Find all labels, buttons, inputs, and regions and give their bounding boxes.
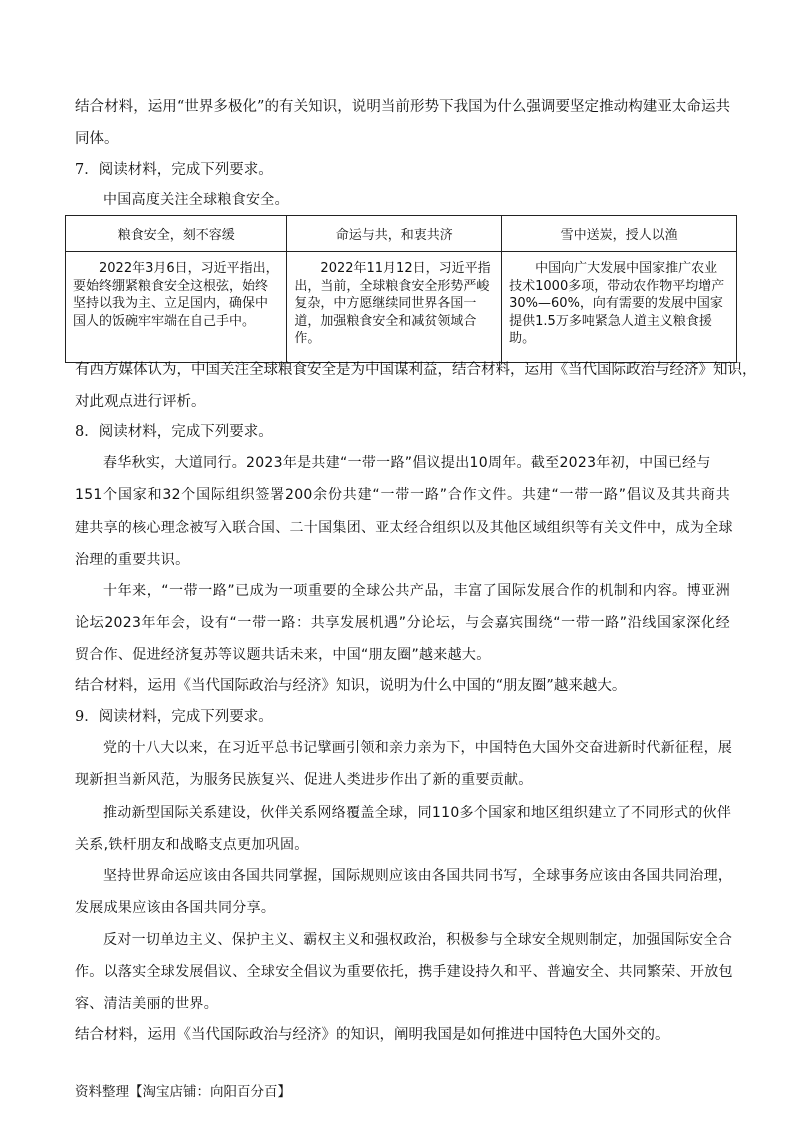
q7-question-line: 对此观点进行评析。 xyxy=(75,394,206,410)
q9-question: 结合材料，运用《当代国际政治与经济》的知识，阐明我国是如何推进中国特色大国外交的。 xyxy=(75,1027,670,1043)
food-security-table xyxy=(65,215,737,363)
q7-intro: 中国高度关注全球粮食安全。 xyxy=(103,192,289,208)
q9-paragraph-line: 作。以落实全球发展倡议、全球安全倡议为重要依托，携手建设持久和平、普遍安全、共同繁荣、开放包 xyxy=(75,964,733,980)
q8-title: 8．阅读材料，完成下列要求。 xyxy=(75,424,273,440)
q8-paragraph-line: 建共享的核心理念被写入联合国、二十国集团、亚太经合组织以及其他区域组织等有关文件中，成为全球 xyxy=(75,520,733,536)
q8-paragraph-line: 贸合作、促进经济复苏等议题共话未来，中国“朋友圈”越来越大。 xyxy=(75,647,491,663)
q6-question-line: 同体。 xyxy=(75,131,119,147)
q9-paragraph-line: 反对一切单边主义、保护主义、霸权主义和强权政治，积极参与全球安全规则制定，加强国际安全合 xyxy=(103,932,733,948)
q7-title: 7．阅读材料，完成下列要求。 xyxy=(75,162,273,178)
q8-paragraph-line: 十年来，“一带一路”已成为一项重要的全球公共产品，丰富了国际发展合作的机制和内容。博亚洲 xyxy=(103,583,730,599)
table-cell: 中国向广大发展中国家推广农业技术1000多项，带动农作物平均增产30%—60%，向有需要的发展中国家提供1.5万多吨紧急人道主义粮食援助。 xyxy=(502,252,737,363)
q9-title: 9．阅读材料，完成下列要求。 xyxy=(75,709,273,725)
q9-paragraph-line: 党的十八大以来，在习近平总书记擘画引领和亲力亲为下，中国特色大国外交奋进新时代新征程，展 xyxy=(103,740,733,756)
q9-paragraph-line: 发展成果应该由各国共同分享。 xyxy=(75,900,276,916)
table-header-cell: 雪中送炭，授人以渔 xyxy=(502,216,737,252)
q8-paragraph-line: 治理的重要共识。 xyxy=(75,552,190,568)
q9-paragraph-line: 坚持世界命运应该由各国共同掌握，国际规则应该由各国共同书写，全球事务应该由各国共同治理， xyxy=(103,868,733,884)
table-cell: 2022年3月6日，习近平指出，要始终绷紧粮食安全这根弦，始终坚持以我为主、立足国内，确保中国人的饭碗牢牢端在自己手中。 xyxy=(66,252,287,363)
table-row xyxy=(66,252,737,363)
table-cell: 2022年11月12日，习近平指出，当前，全球粮食安全形势严峻复杂，中方愿继续同世界各国一道，加强粮食安全和减贫领域合作。 xyxy=(287,252,502,363)
q9-paragraph-line: 容、清洁美丽的世界。 xyxy=(75,996,218,1012)
q8-question: 结合材料，运用《当代国际政治与经济》知识，说明为什么中国的“朋友圈”越来越大。 xyxy=(75,678,627,694)
table-header-cell: 命运与共，和衷共济 xyxy=(287,216,502,252)
q9-paragraph-line: 现新担当新风范，为服务民族复兴、促进人类进步作出了新的重要贡献。 xyxy=(75,772,533,788)
table-header-row xyxy=(66,216,737,252)
q8-paragraph-line: 论坛2023年年会，设有“一带一路：共享发展机遇”分论坛，与会嘉宾围绕“一带一路”沿线国家深化经 xyxy=(75,615,730,631)
q8-paragraph-line: 春华秋实，大道同行。2023年是共建“一带一路”倡议提出10周年。截至2023年初，中国已经与 xyxy=(103,455,711,471)
q7-question-line: 有西方媒体认为，中国关注全球粮食安全是为中国谋利益，结合材料，运用《当代国际政治与经济》知识， xyxy=(75,362,757,378)
q9-paragraph-line: 推动新型国际关系建设，伙伴关系网络覆盖全球，同110多个国家和地区组织建立了不同形式的伙伴 xyxy=(103,805,732,821)
q8-paragraph-line: 151个国家和32个国际组织签署200余份共建“一带一路”合作文件。共建“一带一路”倡议及其共商共 xyxy=(75,487,730,503)
q9-paragraph-line: 关系,铁杆朋友和战略支点更加巩固。 xyxy=(75,837,309,853)
page-footer: 资料整理【淘宝店铺：向阳百分百】 xyxy=(75,1084,291,1100)
table-header-cell: 粮食安全，刻不容缓 xyxy=(66,216,287,252)
q6-question-line: 结合材料，运用“世界多极化”的有关知识，说明当前形势下我国为什么强调要坚定推动构建亚太命运共 xyxy=(75,99,730,115)
